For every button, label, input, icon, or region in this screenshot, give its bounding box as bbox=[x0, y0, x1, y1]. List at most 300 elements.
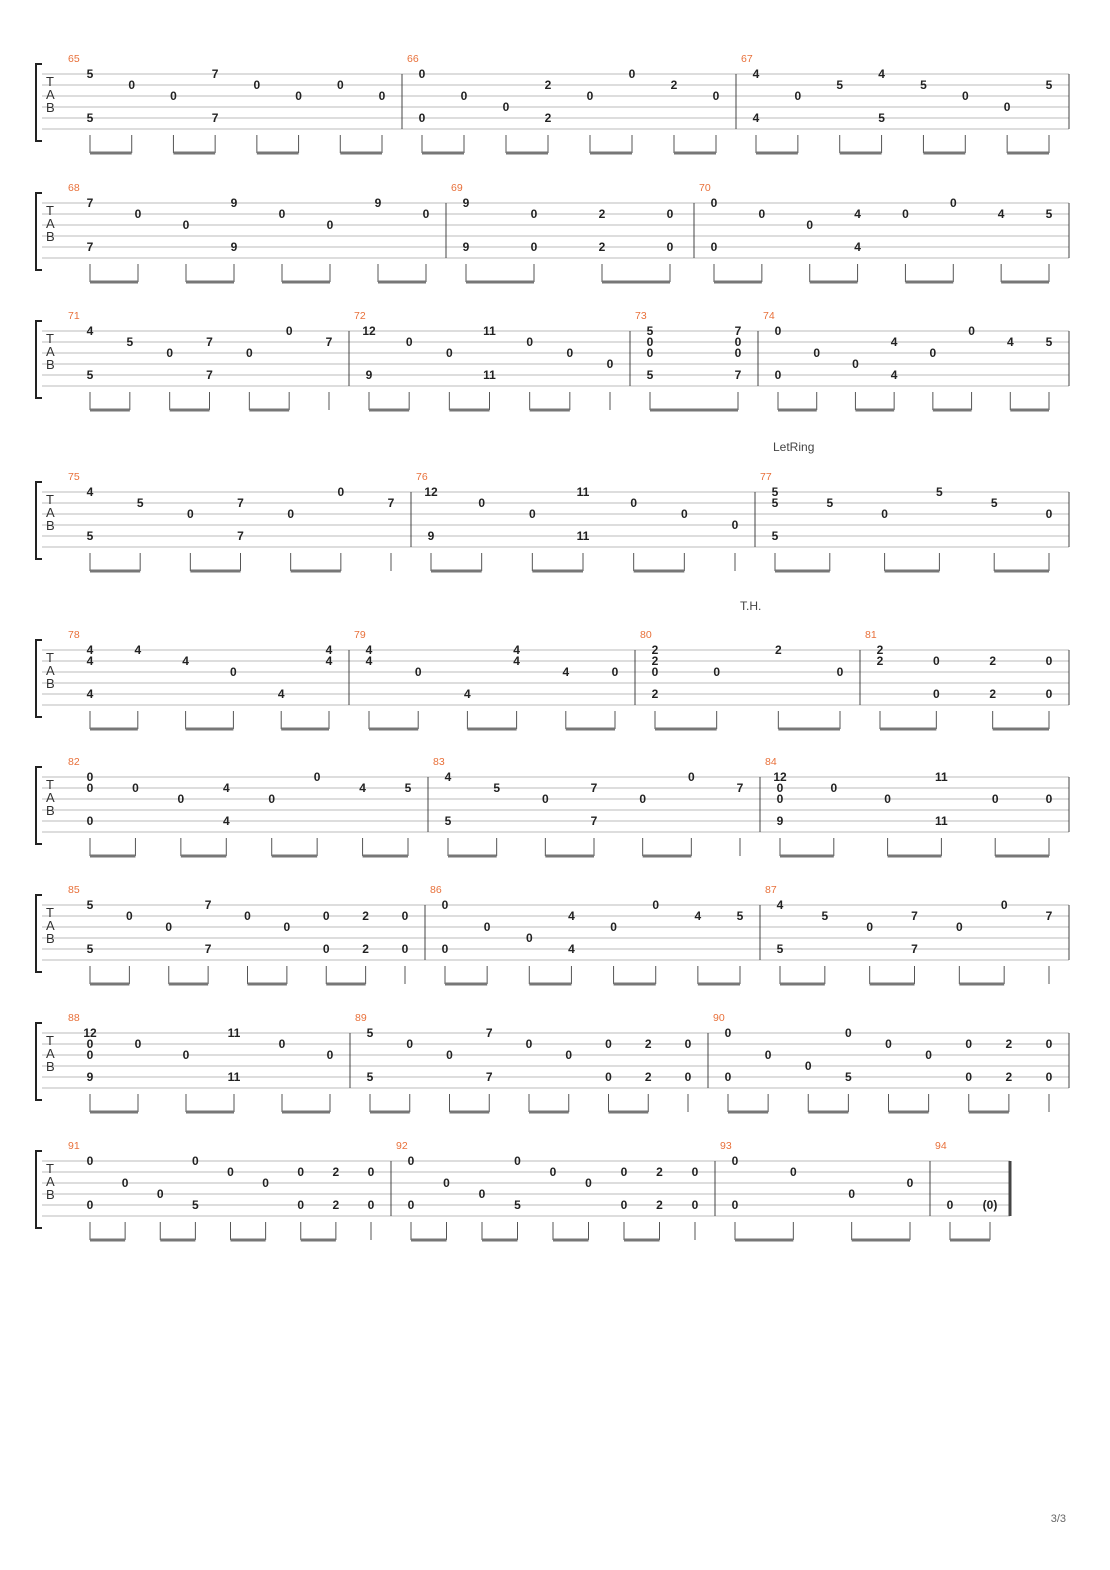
measure-number: 71 bbox=[68, 311, 80, 322]
fret-number: 0 bbox=[297, 1165, 305, 1179]
fret-number: 12 bbox=[773, 770, 787, 784]
fret-number: 0 bbox=[445, 346, 453, 360]
fret-number: 0 bbox=[949, 196, 957, 210]
fret-number: 4 bbox=[694, 909, 702, 923]
fret-number: 0 bbox=[774, 368, 782, 382]
fret-number: 0 bbox=[955, 920, 963, 934]
fret-number: 0 bbox=[605, 1070, 612, 1084]
fret-number: 4 bbox=[365, 643, 373, 657]
fret-number: 0 bbox=[1045, 507, 1053, 521]
fret-number: 11 bbox=[935, 770, 948, 784]
measure-number: 70 bbox=[699, 183, 711, 194]
fret-number: 0 bbox=[405, 335, 413, 349]
tab-system bbox=[0, 54, 1110, 184]
fret-number: 0 bbox=[525, 1037, 533, 1051]
fret-number: 11 bbox=[483, 324, 496, 338]
fret-number: 0 bbox=[845, 1026, 852, 1040]
fret-number: 0 bbox=[525, 931, 533, 945]
fret-number: 0 bbox=[443, 1176, 450, 1190]
fret-number: 0 bbox=[932, 687, 940, 701]
fret-number: 4 bbox=[562, 665, 570, 679]
fret-number: 5 bbox=[821, 909, 829, 923]
fret-number: 5 bbox=[771, 485, 779, 499]
system-bracket bbox=[36, 1151, 42, 1228]
fret-number: 0 bbox=[991, 792, 999, 806]
tab-clef-letter: A bbox=[46, 918, 55, 933]
fret-number: 0 bbox=[186, 507, 194, 521]
fret-number: 0 bbox=[566, 346, 574, 360]
fret-number: 5 bbox=[514, 1198, 521, 1212]
tab-clef-letter: A bbox=[46, 505, 55, 520]
fret-number: 2 bbox=[644, 1037, 652, 1051]
fret-number: 4 bbox=[86, 643, 94, 657]
fret-number: 4 bbox=[890, 368, 898, 382]
fret-number: 0 bbox=[806, 218, 814, 232]
measure-number: 76 bbox=[416, 472, 428, 483]
fret-number: 0 bbox=[965, 1070, 973, 1084]
fret-number: 0 bbox=[605, 1037, 612, 1051]
fret-number: 0 bbox=[836, 665, 844, 679]
fret-number: 0 bbox=[182, 1048, 190, 1062]
system-bracket bbox=[36, 193, 42, 270]
fret-number: 4 bbox=[878, 67, 885, 81]
fret-number: 2 bbox=[876, 654, 884, 668]
fret-number: 9 bbox=[462, 240, 470, 254]
fret-number: 0 bbox=[710, 240, 718, 254]
fret-number: 5 bbox=[366, 1026, 374, 1040]
fret-number: 0 bbox=[278, 207, 286, 221]
fret-number: 0 bbox=[367, 1165, 375, 1179]
fret-number: 7 bbox=[206, 335, 213, 349]
fret-number: 0 bbox=[620, 1165, 628, 1179]
fret-number: 4 bbox=[513, 643, 520, 657]
fret-number: 7 bbox=[237, 529, 244, 543]
fret-number: 5 bbox=[990, 496, 998, 510]
fret-number: 0 bbox=[852, 357, 859, 371]
fret-number: 0 bbox=[652, 898, 660, 912]
tab-clef-letter: T bbox=[46, 1161, 54, 1176]
fret-number: 0 bbox=[804, 1059, 812, 1073]
fret-number: 2 bbox=[656, 1198, 663, 1212]
fret-number: 5 bbox=[836, 78, 844, 92]
fret-number: 0 bbox=[687, 770, 695, 784]
system-bracket bbox=[36, 482, 42, 559]
fret-number: 0 bbox=[287, 507, 295, 521]
fret-number: 0 bbox=[418, 67, 426, 81]
fret-number: 7 bbox=[86, 240, 94, 254]
fret-number: 9 bbox=[86, 1070, 94, 1084]
fret-number: 2 bbox=[651, 687, 659, 701]
fret-number: 0 bbox=[764, 1048, 772, 1062]
fret-number: 5 bbox=[86, 529, 94, 543]
fret-number: 11 bbox=[227, 1070, 241, 1084]
fret-number: 0 bbox=[646, 335, 654, 349]
fret-number: 0 bbox=[126, 909, 133, 923]
fret-number: 0 bbox=[731, 518, 739, 532]
fret-number: 4 bbox=[222, 814, 230, 828]
fret-number: 4 bbox=[325, 654, 333, 668]
tab-system bbox=[0, 1141, 1110, 1271]
measure-number: 68 bbox=[68, 183, 80, 194]
fret-number: 4 bbox=[365, 654, 373, 668]
fret-number: 7 bbox=[734, 368, 742, 382]
fret-number: 0 bbox=[170, 89, 177, 103]
fret-number: 7 bbox=[485, 1070, 493, 1084]
fret-number: 2 bbox=[544, 78, 552, 92]
fret-number: 2 bbox=[598, 207, 606, 221]
fret-number: 0 bbox=[813, 346, 821, 360]
tab-clef-letter: T bbox=[46, 74, 54, 89]
fret-number: 5 bbox=[1045, 78, 1053, 92]
system-bracket bbox=[36, 767, 42, 844]
fret-number: 0 bbox=[774, 324, 782, 338]
fret-number: 4 bbox=[277, 687, 285, 701]
fret-number: 0 bbox=[929, 346, 937, 360]
fret-number: 9 bbox=[230, 240, 238, 254]
fret-number: 5 bbox=[736, 909, 744, 923]
fret-number: 2 bbox=[1005, 1070, 1013, 1084]
fret-number: 4 bbox=[997, 207, 1005, 221]
fret-number: 0 bbox=[182, 218, 190, 232]
tab-system bbox=[0, 183, 1110, 313]
fret-number: 2 bbox=[544, 111, 552, 125]
measure-number: 74 bbox=[763, 311, 775, 322]
fret-number: 0 bbox=[86, 781, 94, 795]
fret-number: 0 bbox=[227, 1165, 234, 1179]
measure-number: 78 bbox=[68, 630, 80, 641]
fret-number: 0 bbox=[322, 942, 330, 956]
fret-number: 11 bbox=[227, 1026, 241, 1040]
fret-number: 4 bbox=[752, 111, 760, 125]
fret-number: 4 bbox=[513, 654, 520, 668]
fret-number: 0 bbox=[830, 781, 838, 795]
fret-number: 0 bbox=[1045, 654, 1053, 668]
fret-number: 0 bbox=[230, 665, 237, 679]
fret-number: 2 bbox=[651, 643, 659, 657]
fret-number: 4 bbox=[568, 909, 575, 923]
measure-number: 69 bbox=[451, 183, 463, 194]
tab-clef-letter: T bbox=[46, 1033, 54, 1048]
fret-number: 4 bbox=[86, 687, 94, 701]
fret-number: 0 bbox=[407, 1154, 415, 1168]
fret-number: 5 bbox=[826, 496, 834, 510]
fret-number: 0 bbox=[758, 207, 766, 221]
tab-system bbox=[0, 757, 1110, 887]
fret-number: 0 bbox=[86, 1037, 94, 1051]
measure-number: 91 bbox=[68, 1141, 80, 1152]
measure-number: 67 bbox=[741, 54, 753, 65]
fret-number: 7 bbox=[590, 814, 598, 828]
fret-number: 0 bbox=[691, 1198, 699, 1212]
fret-number: 0 bbox=[295, 89, 302, 103]
fret-number: 0 bbox=[326, 218, 334, 232]
fret-number: 0 bbox=[610, 920, 617, 934]
fret-number: 0 bbox=[776, 792, 784, 806]
fret-number: 2 bbox=[644, 1070, 652, 1084]
fret-number: 5 bbox=[366, 1070, 374, 1084]
measure-number: 83 bbox=[433, 757, 445, 768]
fret-number: (0) bbox=[982, 1198, 998, 1212]
fret-number: 2 bbox=[1005, 1037, 1013, 1051]
measure-number: 88 bbox=[68, 1013, 80, 1024]
fret-number: 2 bbox=[656, 1165, 663, 1179]
fret-number: 11 bbox=[935, 814, 948, 828]
fret-number: 5 bbox=[86, 111, 94, 125]
fret-number: 7 bbox=[387, 496, 395, 510]
fret-number: 0 bbox=[337, 485, 345, 499]
fret-number: 0 bbox=[651, 665, 659, 679]
fret-number: 0 bbox=[378, 89, 386, 103]
fret-number: 2 bbox=[670, 78, 678, 92]
measure-number: 81 bbox=[865, 630, 877, 641]
fret-number: 0 bbox=[902, 207, 909, 221]
fret-number: 2 bbox=[876, 643, 884, 657]
fret-number: 0 bbox=[156, 1187, 164, 1201]
fret-number: 0 bbox=[166, 346, 174, 360]
fret-number: 11 bbox=[576, 485, 590, 499]
measure-number: 75 bbox=[68, 472, 80, 483]
fret-number: 0 bbox=[794, 89, 802, 103]
fret-number: 0 bbox=[407, 1198, 415, 1212]
tab-system bbox=[0, 472, 1110, 602]
fret-number: 0 bbox=[541, 792, 549, 806]
fret-number: 9 bbox=[365, 368, 373, 382]
fret-number: 0 bbox=[1045, 1037, 1053, 1051]
fret-number: 5 bbox=[776, 942, 784, 956]
measure-number: 65 bbox=[68, 54, 80, 65]
fret-number: 4 bbox=[86, 485, 94, 499]
fret-number: 2 bbox=[332, 1165, 340, 1179]
fret-number: 11 bbox=[576, 529, 590, 543]
fret-number: 0 bbox=[128, 78, 136, 92]
fret-number: 4 bbox=[86, 654, 94, 668]
measure-number: 80 bbox=[640, 630, 652, 641]
fret-number: 0 bbox=[526, 335, 534, 349]
fret-number: 4 bbox=[1006, 335, 1014, 349]
tab-clef-letter: A bbox=[46, 216, 55, 231]
fret-number: 4 bbox=[222, 781, 230, 795]
fret-number: 4 bbox=[776, 898, 784, 912]
fret-number: 0 bbox=[620, 1198, 628, 1212]
fret-number: 5 bbox=[1045, 335, 1053, 349]
fret-number: 9 bbox=[776, 814, 784, 828]
system-bracket bbox=[36, 640, 42, 717]
fret-number: 0 bbox=[776, 781, 784, 795]
fret-number: 0 bbox=[313, 770, 321, 784]
fret-number: 0 bbox=[441, 898, 449, 912]
fret-number: 0 bbox=[961, 89, 969, 103]
fret-number: 5 bbox=[86, 67, 94, 81]
fret-number: 0 bbox=[628, 67, 636, 81]
tab-clef-letter: B bbox=[46, 1059, 55, 1074]
fret-number: 0 bbox=[731, 1198, 739, 1212]
fret-number: 12 bbox=[362, 324, 376, 338]
measure-number: 72 bbox=[354, 311, 366, 322]
measure-number: 73 bbox=[635, 311, 647, 322]
fret-number: 4 bbox=[134, 643, 142, 657]
fret-number: 0 bbox=[478, 496, 486, 510]
fret-number: 0 bbox=[1045, 1070, 1053, 1084]
fret-number: 7 bbox=[1045, 909, 1053, 923]
fret-number: 0 bbox=[549, 1165, 557, 1179]
fret-number: 0 bbox=[177, 792, 185, 806]
fret-number: 5 bbox=[136, 496, 144, 510]
fret-number: 5 bbox=[404, 781, 412, 795]
fret-number: 0 bbox=[925, 1048, 932, 1062]
measure-number: 84 bbox=[765, 757, 777, 768]
measure-number: 89 bbox=[355, 1013, 367, 1024]
fret-number: 0 bbox=[611, 665, 619, 679]
tab-system bbox=[0, 311, 1110, 441]
fret-number: 7 bbox=[204, 898, 212, 912]
fret-number: 0 bbox=[336, 78, 344, 92]
fret-number: 0 bbox=[885, 1037, 892, 1051]
measure-number: 92 bbox=[396, 1141, 408, 1152]
fret-number: 4 bbox=[890, 335, 898, 349]
fret-number: 2 bbox=[774, 643, 782, 657]
fret-number: 9 bbox=[374, 196, 382, 210]
fret-number: 5 bbox=[86, 942, 94, 956]
fret-number: 4 bbox=[359, 781, 366, 795]
tab-clef-letter: A bbox=[46, 1046, 55, 1061]
fret-number: 0 bbox=[446, 1048, 453, 1062]
fret-number: 0 bbox=[666, 240, 674, 254]
fret-number: 0 bbox=[134, 207, 142, 221]
fret-number: 7 bbox=[734, 324, 742, 338]
fret-number: 7 bbox=[736, 781, 744, 795]
fret-number: 5 bbox=[646, 324, 654, 338]
fret-number: 0 bbox=[134, 1037, 142, 1051]
tab-clef-letter: T bbox=[46, 331, 54, 346]
fret-number: 5 bbox=[646, 368, 654, 382]
system-bracket bbox=[36, 895, 42, 972]
measure-number: 85 bbox=[68, 885, 80, 896]
fret-number: 2 bbox=[989, 654, 997, 668]
measure-number: 66 bbox=[407, 54, 419, 65]
fret-number: 0 bbox=[724, 1070, 732, 1084]
fret-number: 4 bbox=[444, 770, 452, 784]
fret-number: 0 bbox=[86, 1154, 94, 1168]
tab-clef-letter: T bbox=[46, 203, 54, 218]
fret-number: 0 bbox=[165, 920, 173, 934]
fret-number: 0 bbox=[441, 942, 449, 956]
fret-number: 7 bbox=[485, 1026, 493, 1040]
fret-number: 0 bbox=[789, 1165, 797, 1179]
fret-number: 0 bbox=[713, 665, 721, 679]
fret-number: 4 bbox=[86, 324, 94, 338]
fret-number: 4 bbox=[182, 654, 189, 668]
fret-number: 7 bbox=[590, 781, 598, 795]
fret-number: 2 bbox=[362, 942, 369, 956]
fret-number: 0 bbox=[418, 111, 426, 125]
fret-number: 0 bbox=[884, 792, 891, 806]
fret-number: 0 bbox=[86, 770, 94, 784]
fret-number: 0 bbox=[684, 1037, 692, 1051]
tab-clef-letter: T bbox=[46, 492, 54, 507]
fret-number: 0 bbox=[401, 942, 409, 956]
fret-number: 5 bbox=[86, 898, 94, 912]
fret-number: 0 bbox=[1000, 898, 1008, 912]
fret-number: 12 bbox=[424, 485, 438, 499]
fret-number: 12 bbox=[83, 1026, 97, 1040]
tab-clef-letter: A bbox=[46, 87, 55, 102]
fret-number: 0 bbox=[530, 240, 538, 254]
measure-number: 79 bbox=[354, 630, 366, 641]
fret-number: 0 bbox=[478, 1187, 486, 1201]
measure-number: 77 bbox=[760, 472, 772, 483]
fret-number: 5 bbox=[126, 335, 134, 349]
fret-number: 0 bbox=[691, 1165, 699, 1179]
fret-number: 2 bbox=[989, 687, 997, 701]
tab-clef-letter: T bbox=[46, 777, 54, 792]
fret-number: 5 bbox=[845, 1070, 852, 1084]
fret-number: 4 bbox=[568, 942, 575, 956]
fret-number: 0 bbox=[710, 196, 718, 210]
system-bracket bbox=[36, 321, 42, 398]
fret-number: 5 bbox=[771, 529, 779, 543]
fret-number: 5 bbox=[86, 368, 94, 382]
fret-number: 2 bbox=[332, 1198, 340, 1212]
tab-system bbox=[0, 1013, 1110, 1143]
fret-number: 0 bbox=[946, 1198, 954, 1212]
tab-clef-letter: B bbox=[46, 100, 55, 115]
measure-number: 90 bbox=[713, 1013, 725, 1024]
fret-number: 0 bbox=[414, 665, 422, 679]
fret-number: 0 bbox=[283, 920, 291, 934]
fret-number: 7 bbox=[211, 111, 219, 125]
tab-clef-letter: A bbox=[46, 790, 55, 805]
fret-number: 5 bbox=[878, 111, 885, 125]
fret-number: 0 bbox=[278, 1037, 286, 1051]
fret-number: 7 bbox=[237, 496, 244, 510]
tab-clef-letter: B bbox=[46, 931, 55, 946]
fret-number: 0 bbox=[121, 1176, 129, 1190]
fret-number: 2 bbox=[598, 240, 606, 254]
fret-number: 5 bbox=[192, 1198, 199, 1212]
fret-number: 0 bbox=[86, 814, 94, 828]
tab-clef-letter: T bbox=[46, 650, 54, 665]
measure-number: 94 bbox=[935, 1141, 947, 1152]
fret-number: 0 bbox=[565, 1048, 573, 1062]
fret-number: 0 bbox=[262, 1176, 269, 1190]
tab-clef-letter: T bbox=[46, 905, 54, 920]
fret-number: 0 bbox=[514, 1154, 521, 1168]
tab-clef-letter: A bbox=[46, 1174, 55, 1189]
fret-number: 0 bbox=[422, 207, 430, 221]
fret-number: 7 bbox=[325, 335, 333, 349]
fret-number: 4 bbox=[325, 643, 333, 657]
fret-number: 7 bbox=[911, 942, 918, 956]
fret-number: 0 bbox=[502, 100, 510, 114]
fret-number: 0 bbox=[530, 207, 538, 221]
fret-number: 5 bbox=[493, 781, 501, 795]
fret-number: 0 bbox=[680, 507, 688, 521]
fret-number: 0 bbox=[585, 1176, 592, 1190]
measure-number: 93 bbox=[720, 1141, 732, 1152]
tab-clef-letter: B bbox=[46, 1187, 55, 1202]
tab-system bbox=[0, 630, 1110, 760]
fret-number: 0 bbox=[285, 324, 293, 338]
fret-number: 5 bbox=[771, 496, 779, 510]
fret-number: 0 bbox=[245, 346, 253, 360]
fret-number: 0 bbox=[606, 357, 614, 371]
fret-number: 0 bbox=[322, 909, 330, 923]
fret-number: 11 bbox=[483, 368, 496, 382]
fret-number: 0 bbox=[326, 1048, 334, 1062]
fret-number: 0 bbox=[731, 1154, 739, 1168]
fret-number: 7 bbox=[211, 67, 219, 81]
fret-number: 9 bbox=[427, 529, 435, 543]
